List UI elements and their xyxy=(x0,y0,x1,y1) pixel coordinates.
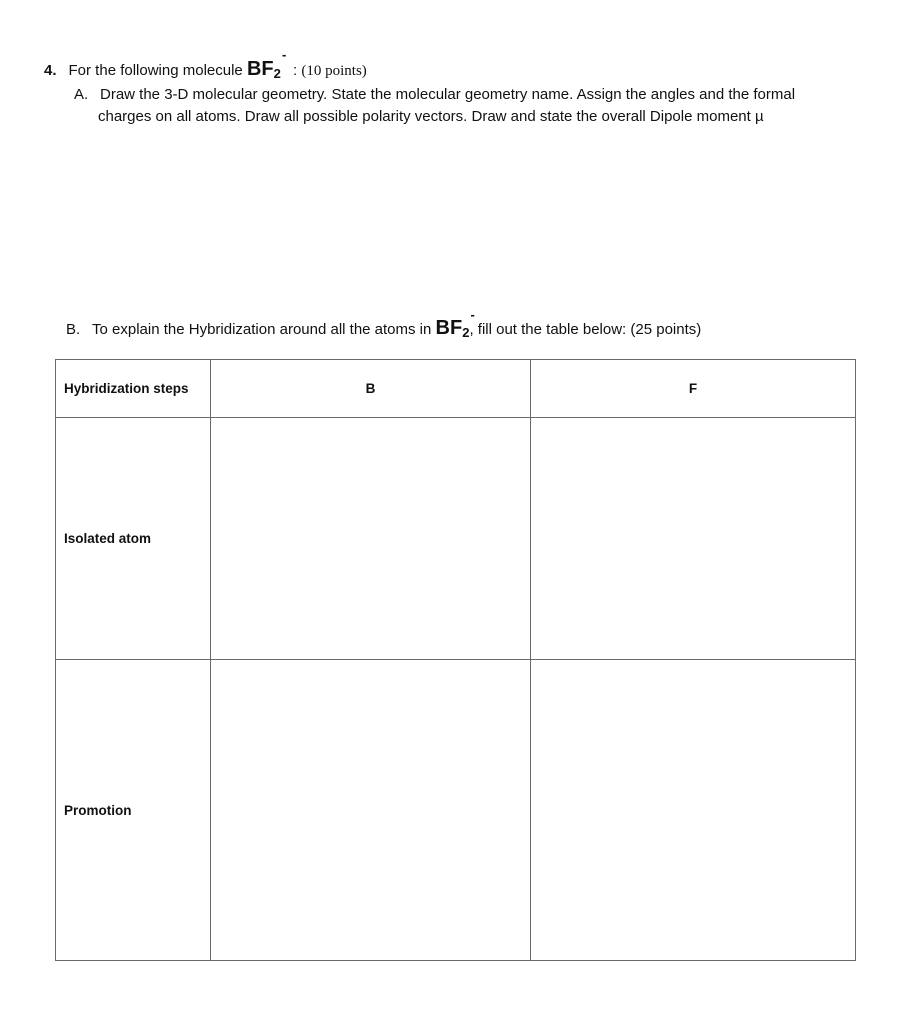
molecule-formula xyxy=(246,47,287,81)
part-b-label: B. xyxy=(66,321,81,338)
question-header xyxy=(44,47,367,82)
cell-f-promotion[interactable] xyxy=(531,660,856,961)
hybridization-table xyxy=(55,359,856,961)
header-b: B xyxy=(211,360,531,418)
part-b-formula xyxy=(435,307,475,340)
part-b-suffix: , fill out the table below: (25 points) xyxy=(469,321,702,338)
part-b-instruction xyxy=(66,307,702,342)
header-f: F xyxy=(531,360,856,418)
part-b-prefix: To explain the Hybridization around all the atoms in xyxy=(92,321,432,338)
step-isolated-atom: Isolated atom xyxy=(56,418,211,660)
part-b-formula-subscript: 2 xyxy=(462,325,470,340)
part-b-formula-charge: - xyxy=(470,307,475,322)
part-b-formula-main: BF xyxy=(435,317,463,339)
formula-charge: - xyxy=(281,47,287,62)
formula-main: BF xyxy=(246,58,274,80)
question-prefix: For the following molecule xyxy=(68,62,243,79)
header-separator: : xyxy=(293,62,298,79)
part-a-line1 xyxy=(74,84,795,106)
part-a-line2: charges on all atoms. Draw all possible polarity vectors. Draw and state the overall Dipole moment µ xyxy=(98,108,764,125)
header-hybridization-steps: Hybridization steps xyxy=(56,360,211,418)
cell-b-promotion[interactable] xyxy=(211,660,531,961)
formula-subscript: 2 xyxy=(273,66,281,81)
table-row xyxy=(56,660,856,961)
question-points: (10 points) xyxy=(301,63,367,79)
table-row xyxy=(56,418,856,660)
cell-f-isolated-atom[interactable] xyxy=(531,418,856,660)
cell-b-isolated-atom[interactable] xyxy=(211,418,531,660)
step-promotion: Promotion xyxy=(56,660,211,961)
part-a-label: A. xyxy=(74,86,89,103)
part-a-text-1: Draw the 3-D molecular geometry. State the molecular geometry name. Assign the angles and the formal xyxy=(100,86,796,103)
question-number: 4. xyxy=(44,62,57,79)
table-header-row xyxy=(56,360,856,418)
